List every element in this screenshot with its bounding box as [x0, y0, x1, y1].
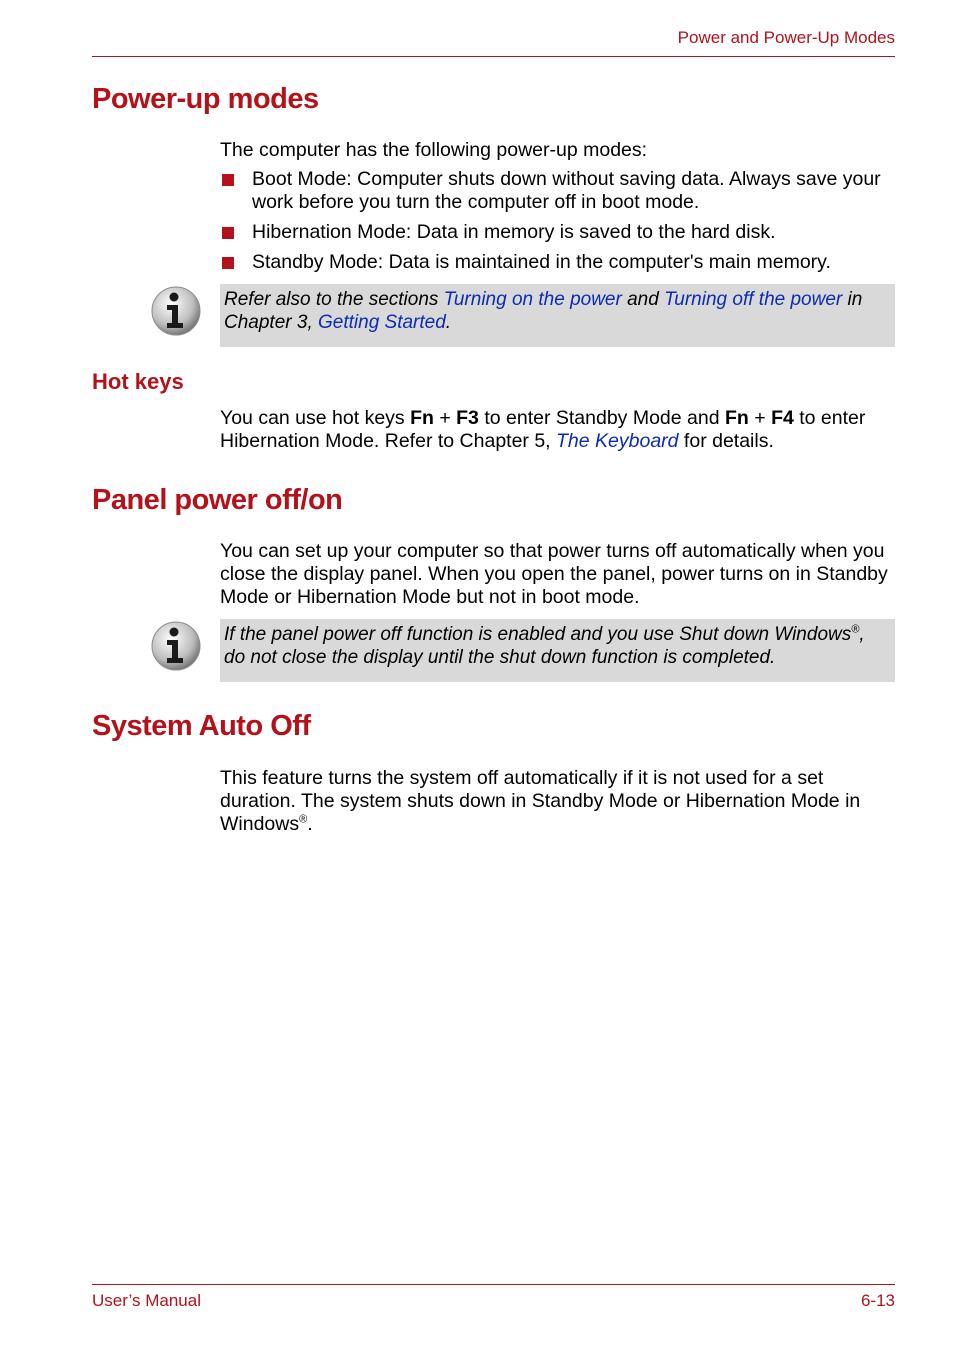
power-up-modes-list: [220, 168, 900, 281]
registered-mark: ®: [299, 813, 308, 826]
running-title: Power and Power-Up Modes: [677, 28, 895, 47]
body-text-part: This feature turns the system off automatically if it is not used for a set duration. The system shuts down in Standby Mode or Hibernation Mode in Windows: [220, 767, 861, 835]
note-text: and: [621, 289, 665, 310]
note-text: , do not close the display until the shut down function is completed.: [224, 624, 865, 668]
note-box-panel-power: [220, 619, 895, 682]
system-auto-off-body: [220, 767, 900, 836]
link-the-keyboard[interactable]: The Keyboard: [556, 430, 679, 452]
note-text: in Chapter 3,: [224, 289, 863, 333]
hot-keys-text: [220, 407, 900, 453]
page-footer: [92, 1284, 895, 1310]
subsection-title-hot-keys: Hot keys: [92, 369, 184, 394]
info-icon: [150, 285, 202, 337]
key-f4: F4: [771, 407, 794, 429]
link-turning-on-the-power[interactable]: Turning on the power: [443, 289, 622, 310]
list-item: [220, 168, 900, 214]
note-text: If the panel power off function is enabled and you use Shut down Windows: [224, 624, 852, 645]
footer-manual-title: User’s Manual: [92, 1291, 201, 1310]
bullet-text: Standby Mode: Data is maintained in the computer's main memory.: [252, 251, 831, 273]
section-title-system-auto-off: System Auto Off: [92, 710, 311, 742]
key-fn: Fn: [410, 407, 434, 429]
section-title-panel-power: Panel power off/on: [92, 484, 343, 516]
link-getting-started[interactable]: Getting Started: [318, 311, 446, 333]
body-text-part: .: [307, 813, 313, 835]
plus-sign: +: [433, 407, 457, 429]
bullet-square-icon: [222, 227, 234, 239]
note-text: Refer also to the sections: [224, 289, 444, 310]
bullet-text: Boot Mode: Computer shuts down without saving data. Always save your work before you turn the computer off in boot mode.: [252, 168, 881, 213]
info-icon: [150, 620, 202, 672]
section-title-power-up-modes: Power-up modes: [92, 83, 319, 115]
note-box-see-also: [220, 284, 895, 347]
panel-power-body: You can set up your computer so that power turns off automatically when you close the display panel. When you open the panel, power turns on in Standby Mode or Hibernation Mode but not in boot mode.: [220, 540, 888, 608]
hot-keys-text-part: for details.: [678, 430, 774, 452]
key-fn: Fn: [725, 407, 749, 429]
power-up-intro: The computer has the following power-up modes:: [220, 139, 648, 161]
registered-mark: ®: [851, 623, 860, 636]
list-item: [220, 251, 900, 274]
hot-keys-text-part: to enter Standby Mode and: [478, 407, 725, 429]
hot-keys-text-part: to enter Hibernation Mode. Refer to Chapter 5,: [220, 407, 866, 452]
page-header: [92, 26, 895, 57]
list-item: [220, 221, 900, 244]
note-text: .: [445, 311, 452, 333]
bullet-square-icon: [222, 257, 234, 269]
page-number: 6-13: [860, 1291, 895, 1310]
plus-sign: +: [748, 407, 772, 429]
bullet-square-icon: [222, 174, 234, 186]
key-f3: F3: [456, 407, 479, 429]
hot-keys-text-part: You can use hot keys: [220, 407, 411, 429]
link-turning-off-the-power[interactable]: Turning off the power: [664, 289, 843, 310]
bullet-text: Hibernation Mode: Data in memory is saved to the hard disk.: [252, 221, 776, 243]
